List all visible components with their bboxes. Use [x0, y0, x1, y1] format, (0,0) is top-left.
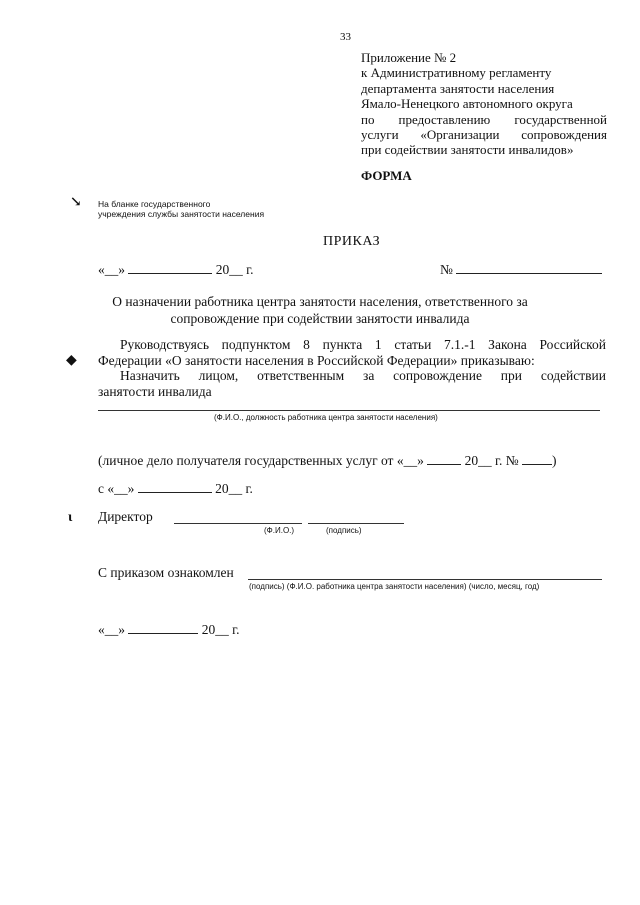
order-date-line — [98, 262, 254, 278]
appendix-line: Приложение № 2 — [361, 50, 457, 65]
appendix-line: Ямало-Ненецкого автономного округа — [361, 96, 573, 112]
form-label: ФОРМА — [361, 168, 412, 183]
order-number-blank[interactable] — [456, 262, 602, 274]
number-label: № — [440, 262, 453, 277]
personal-file-year: 20__ г. № — [464, 453, 519, 468]
acknowledgement-line[interactable] — [248, 579, 602, 580]
final-date-day: «__» — [98, 622, 125, 637]
personal-file-text: (личное дело получателя государственных услуг от «__» — [98, 453, 424, 468]
appendix-line: департамента занятости населения — [361, 80, 555, 96]
final-date-line — [98, 622, 240, 638]
start-date-line — [98, 481, 253, 497]
appendix-line: к Административному регламенту — [361, 65, 552, 81]
fio-caption: (Ф.И.О., должность работника центра занятости населения) — [214, 413, 438, 422]
acknowledgement-label: С приказом ознакомлен — [98, 565, 234, 580]
page-number: 33 — [340, 31, 351, 43]
date-year: 20__ г. — [215, 262, 254, 277]
appendix-header — [361, 50, 607, 158]
final-date-year: 20__ г. — [201, 622, 240, 637]
director-signature-line[interactable] — [308, 523, 404, 524]
personal-file-month-blank[interactable] — [427, 453, 461, 465]
letterhead-note-line: учреждения службы занятости населения — [98, 209, 265, 219]
start-date-label: с «__» — [98, 481, 135, 496]
order-number-line — [440, 262, 602, 278]
subject-line: сопровождение при содействии занятости инвалида — [170, 311, 470, 326]
letterhead-note — [98, 199, 264, 219]
order-body — [98, 337, 606, 399]
appendix-line: услуги «Организации сопровождения — [361, 127, 607, 143]
start-date-month-blank[interactable] — [138, 481, 212, 493]
fio-field-line[interactable] — [98, 410, 600, 411]
director-label: Директор — [98, 509, 153, 524]
acknowledgement-caption: (подпись) (Ф.И.О. работника центра занятости населения) (число, месяц, год) — [249, 582, 540, 591]
date-month-blank[interactable] — [128, 262, 212, 274]
scan-mark-icon: ↘ — [70, 195, 82, 210]
letterhead-note-line: На бланке государственного — [98, 199, 211, 209]
personal-file-number-blank[interactable] — [522, 453, 552, 465]
director-sign-caption: (подпись) — [326, 526, 362, 535]
body-line: Федерации «О занятости населения в Российской Федерации» приказываю: — [98, 352, 535, 368]
order-subject — [0, 293, 640, 327]
scan-mark-icon: ɩ — [68, 510, 73, 525]
final-date-month-blank[interactable] — [128, 622, 198, 634]
date-day: «__» — [98, 262, 125, 277]
body-line: занятости инвалида — [98, 383, 212, 399]
director-fio-caption: (Ф.И.О.) — [264, 526, 295, 535]
appendix-line: при содействии занятости инвалидов» — [361, 142, 574, 158]
order-title: ПРИКАЗ — [323, 234, 381, 249]
personal-file-line — [98, 453, 556, 469]
appendix-line: по предоставлению государственной — [361, 111, 607, 127]
personal-file-close: ) — [551, 453, 557, 468]
director-fio-line[interactable] — [174, 523, 302, 524]
body-line: Назначить лицом, ответственным за сопровождение при содействии — [120, 368, 606, 383]
subject-line: О назначении работника центра занятости населения, ответственного за — [112, 294, 528, 309]
body-line: Руководствуясь подпунктом 8 пункта 1 статьи 7.1.-1 Закона Российской — [120, 337, 606, 352]
start-date-year: 20__ г. — [215, 481, 253, 496]
scan-mark-icon: ◆ — [66, 353, 77, 368]
